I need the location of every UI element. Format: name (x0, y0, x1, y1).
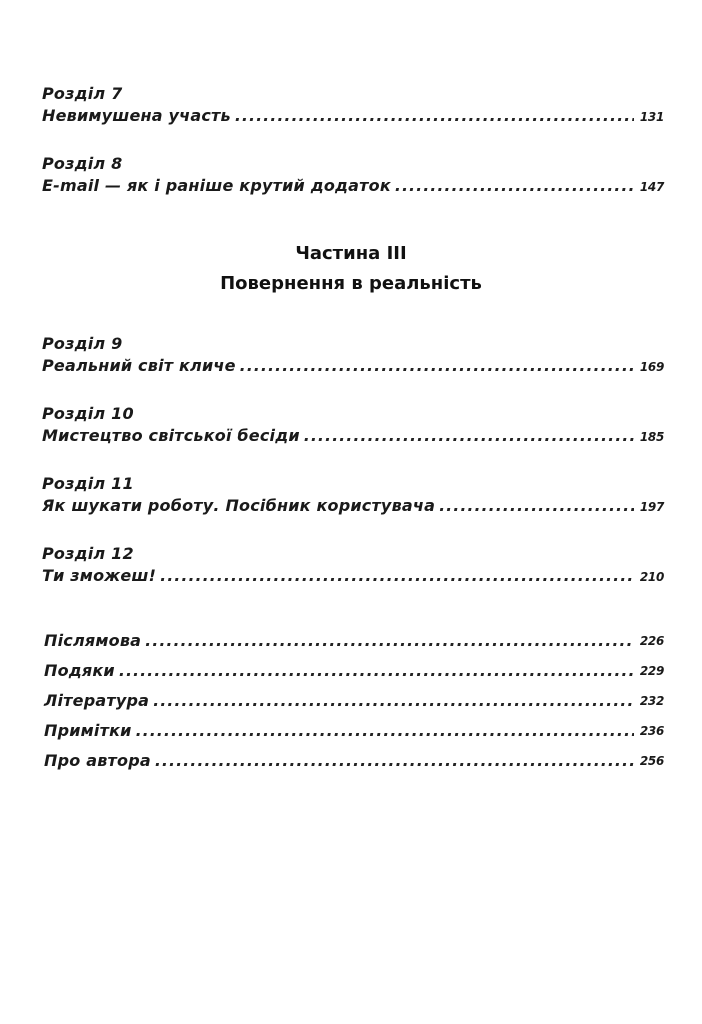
toc-backmatter (44, 626, 664, 776)
toc-entry (42, 496, 664, 517)
page-number: 236 (639, 724, 664, 738)
chapter-title: Ти зможеш! (42, 566, 157, 585)
chapter-title: Мистецтво світської бесіди (42, 426, 300, 445)
dot-leader (240, 356, 634, 376)
chapter-label: Розділ 7 (42, 84, 123, 103)
page-number: 185 (639, 430, 664, 444)
toc-entry-afterword (44, 626, 664, 656)
entry-title: Подяки (44, 661, 115, 680)
page-number: 226 (639, 634, 664, 648)
toc-entry (42, 176, 664, 197)
toc-entry (42, 106, 664, 127)
toc-entry-literature (44, 686, 664, 716)
dot-leader (145, 631, 634, 651)
entry-title: Література (44, 691, 150, 710)
entry-title: Про автора (44, 751, 151, 770)
page-number: 197 (639, 500, 664, 514)
chapter-title: Як шукати роботу. Посібник користувача (42, 496, 436, 515)
chapter-title: Реальний світ кличе (42, 356, 236, 375)
dot-leader (439, 496, 634, 516)
dot-leader (119, 661, 634, 681)
dot-leader (235, 106, 634, 126)
chapter-label: Розділ 12 (42, 544, 134, 563)
toc-chapter-7 (42, 84, 664, 127)
part-title: Повернення в реальність (220, 273, 482, 294)
toc-chapter-9 (42, 334, 664, 377)
dot-leader (395, 176, 634, 196)
toc-chapter-11 (42, 474, 664, 517)
dot-leader (160, 566, 634, 586)
toc-entry-notes (44, 716, 664, 746)
entry-title: Примітки (44, 721, 132, 740)
toc-chapter-8 (42, 154, 664, 197)
dot-leader (155, 751, 634, 771)
page-number: 147 (639, 180, 664, 194)
toc-entry (42, 566, 664, 587)
dot-leader (136, 721, 634, 741)
page-number: 256 (639, 754, 664, 768)
entry-title: Післямова (44, 631, 142, 650)
chapter-label: Розділ 8 (42, 154, 123, 173)
page-number: 131 (639, 110, 664, 124)
toc-chapter-12 (42, 544, 664, 587)
page-number: 169 (639, 360, 664, 374)
page-number: 210 (639, 570, 664, 584)
toc-entry (42, 426, 664, 447)
dot-leader (304, 426, 634, 446)
part-number: Частина III (295, 243, 407, 264)
page-number: 229 (639, 664, 664, 678)
toc-entry-about-author (44, 746, 664, 776)
toc-chapter-10 (42, 404, 664, 447)
chapter-label: Розділ 10 (42, 404, 134, 423)
toc-entry-acknowledgments (44, 656, 664, 686)
dot-leader (153, 691, 634, 711)
chapter-label: Розділ 9 (42, 334, 123, 353)
toc-entry (42, 356, 664, 377)
chapter-label: Розділ 11 (42, 474, 134, 493)
chapter-title: Невимушена участь (42, 106, 231, 125)
chapter-title: E-mail — як і раніше крутий додаток (42, 176, 391, 195)
page-number: 232 (639, 694, 664, 708)
